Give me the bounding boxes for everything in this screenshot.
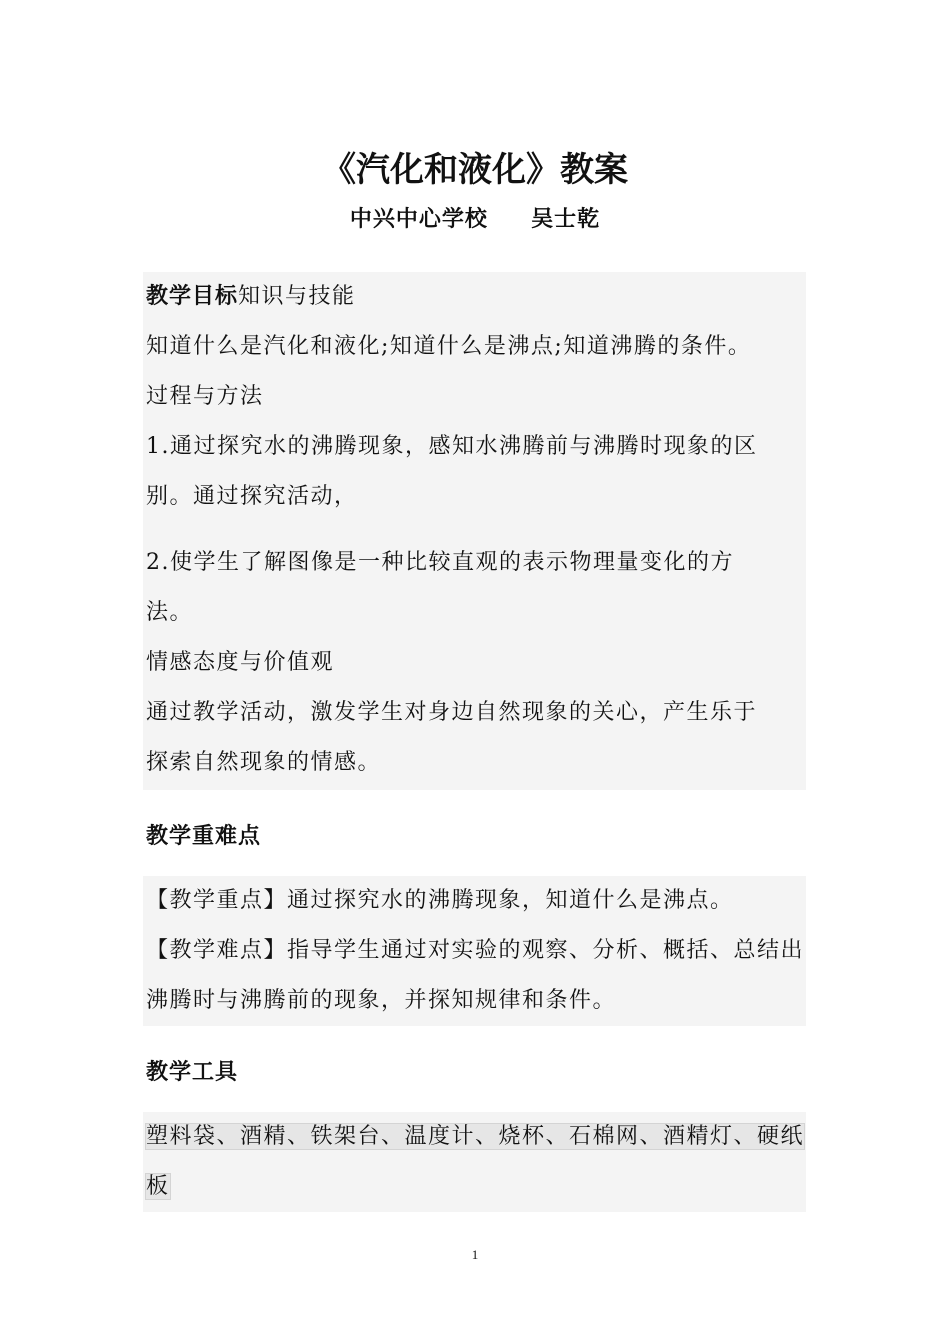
page-number: 1 [471, 1247, 479, 1262]
objective-line: 别。通过探究活动， [146, 484, 358, 509]
objective-line: 2.使学生了解图像是一种比较直观的表示物理量变化的方 [146, 550, 734, 575]
tools-heading: 教学工具 [146, 1060, 239, 1085]
objective-line: 过程与方法 [146, 384, 264, 409]
key-point-line: 沸腾时与沸腾前的现象，并探知规律和条件。 [146, 988, 617, 1013]
tools-list-text: 塑料袋、酒精、铁架台、温度计、烧杯、石棉网、酒精灯、硬纸 [146, 1124, 805, 1149]
paragraph-gap [146, 522, 806, 538]
objectives-subheading: 知识与技能 [238, 284, 356, 309]
objective-line: 1.通过探究水的沸腾现象，感知水沸腾前与沸腾时现象的区 [146, 434, 758, 459]
objectives-label: 教学目标 [146, 284, 239, 309]
document-title: 《汽化和液化》教案 [322, 150, 628, 190]
key-points-heading: 教学重难点 [146, 824, 262, 849]
author-byline: 中兴中心学校 吴士乾 [349, 206, 601, 232]
objective-line: 探索自然现象的情感。 [146, 750, 382, 775]
objective-line: 知道什么是汽化和液化;知道什么是沸点;知道沸腾的条件。 [146, 334, 752, 359]
objective-line: 情感态度与价值观 [146, 650, 335, 675]
tools-list-text: 板 [146, 1174, 170, 1199]
tools-line [146, 1162, 806, 1212]
objective-line: 通过教学活动，激发学生对身边自然现象的关心，产生乐于 [146, 700, 758, 725]
tools-line [146, 1112, 806, 1162]
tools-section [143, 1112, 806, 1212]
key-points-section [143, 876, 806, 1026]
objective-line: 法。 [146, 600, 194, 625]
key-point-line: 【教学难点】指导学生通过对实验的观察、分析、概括、总结出 [146, 938, 805, 963]
objectives-section [143, 272, 806, 790]
objectives-first-line [146, 272, 806, 322]
key-point-line: 【教学重点】通过探究水的沸腾现象，知道什么是沸点。 [146, 888, 734, 913]
